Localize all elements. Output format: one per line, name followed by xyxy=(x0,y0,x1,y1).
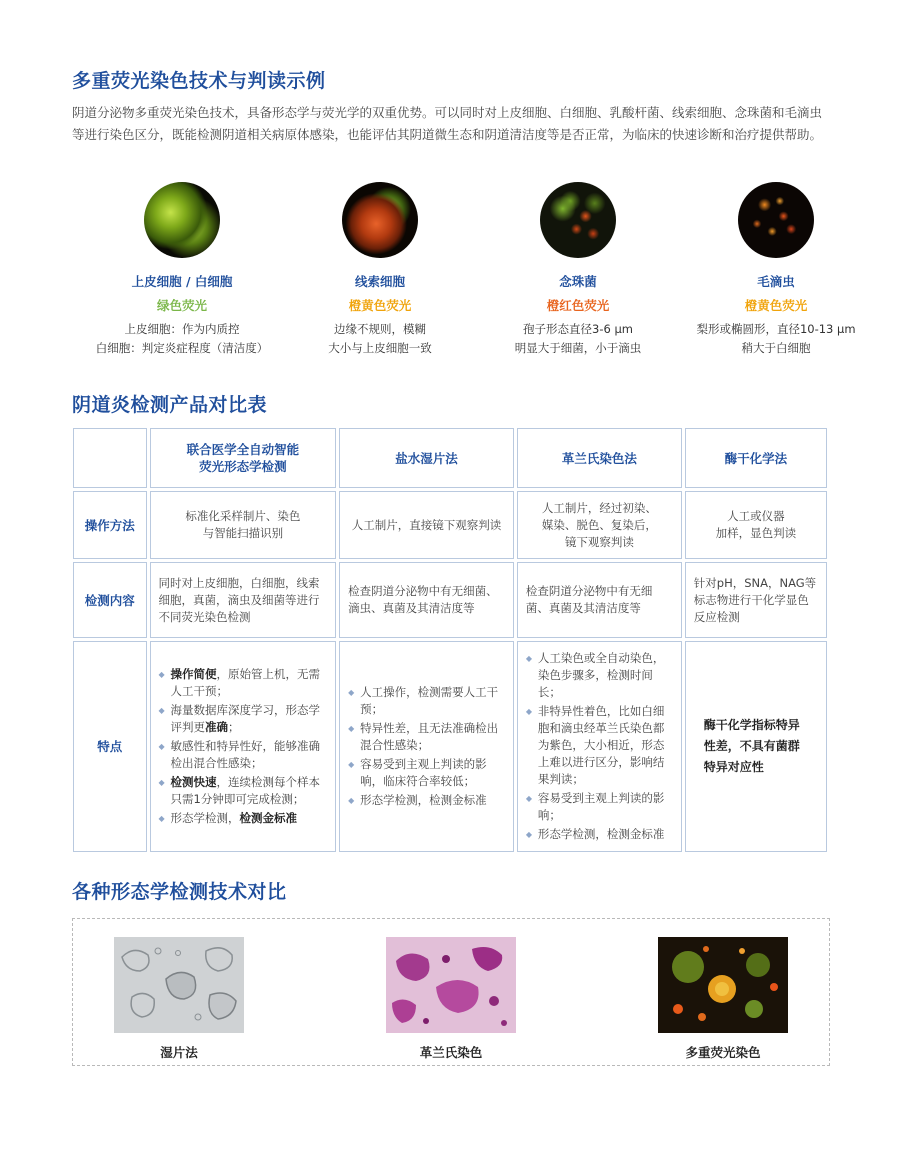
table-cell xyxy=(517,641,682,852)
section3-title: 各种形态学检测技术对比 xyxy=(72,881,287,903)
fluorescence-color: 橙红色荧光 xyxy=(546,298,610,313)
desc-line: 稍大于白细胞 xyxy=(741,341,811,355)
candida-micrograph xyxy=(540,182,616,258)
cell-description xyxy=(686,320,866,358)
cell-name: 上皮细胞 / 白细胞 xyxy=(131,274,233,289)
fluorescence-color: 绿色荧光 xyxy=(156,298,207,313)
list-item: ◆ 非特异性着色，比如白细胞和滴虫经革兰氏染色都为紫色，大小相近，形态上难以进行区分，影响结果判读； xyxy=(526,703,673,788)
feature-list xyxy=(159,666,328,827)
desc-line: 边缘不规则，模糊 xyxy=(334,322,426,336)
list-item: ◆ 人工染色或全自动染色，染色步骤多，检测时间长； xyxy=(526,650,673,701)
caption-fluorescence: 多重荧光染色 xyxy=(685,1045,761,1060)
fluorescence-micrograph xyxy=(658,937,788,1033)
desc-line: 大小与上皮细胞一致 xyxy=(328,341,432,355)
fluorescence-cell-examples xyxy=(60,182,856,362)
list-item: ◆ 形态学检测，检测金标准 xyxy=(159,810,328,827)
desc-line: 白细胞：判定炎症程度（清洁度） xyxy=(95,341,269,355)
cell-name: 线索细胞 xyxy=(354,274,405,289)
list-item: ◆ 形态学检测，检测金标准 xyxy=(526,826,673,843)
feature-list xyxy=(526,650,673,843)
cell-example-candida xyxy=(488,182,668,358)
fluorescence-image xyxy=(658,937,788,1033)
cell-description xyxy=(290,320,470,358)
clue-cell-micrograph xyxy=(342,182,418,258)
caption-gram-stain: 革兰氏染色 xyxy=(419,1045,483,1060)
list-item: ◆ 操作简便，原始管上机，无需人工干预； xyxy=(159,666,328,700)
table-row xyxy=(73,562,827,638)
cell-description xyxy=(488,320,668,358)
list-item: ◆ 形态学检测，检测金标准 xyxy=(348,792,505,809)
gram-stain-micrograph xyxy=(386,937,516,1033)
cell-name: 毛滴虫 xyxy=(757,274,795,289)
gram-stain-image xyxy=(386,937,516,1033)
list-item: ◆ 人工操作，检测需要人工干预； xyxy=(348,684,505,718)
intro-paragraph: 阴道分泌物多重荧光染色技术，具备形态学与荧光学的双重优势。可以同时对上皮细胞、白细胞、乳酸杆菌、线索细胞、念珠菌和毛滴虫等进行染色区分，既能检测阴道相关病原体感染，也能评估其阴道微生态和阴道清洁度等是否正常，为临床的快速诊断和治疗提供帮助。 xyxy=(72,105,823,142)
caption-wet-mount: 湿片法 xyxy=(160,1045,198,1060)
wet-mount-micrograph xyxy=(114,937,244,1033)
cell-example-trichomonas xyxy=(686,182,866,358)
morphology-comparison-box xyxy=(72,918,830,1066)
header-saline: 盐水湿片法 xyxy=(339,428,514,488)
fluorescence-color: 橙黄色荧光 xyxy=(348,298,412,313)
header-enzyme: 酶干化学法 xyxy=(685,428,827,488)
comparison-table xyxy=(70,425,830,855)
header-gram: 革兰氏染色法 xyxy=(517,428,682,488)
table-row xyxy=(73,491,827,559)
epithelial-micrograph xyxy=(144,182,220,258)
cell-name: 念珠菌 xyxy=(559,274,597,289)
table-header-row xyxy=(73,428,827,488)
desc-line: 明显大于细菌，小于滴虫 xyxy=(514,341,642,355)
fluorescence-color: 橙黄色荧光 xyxy=(744,298,808,313)
cell-description xyxy=(92,320,272,358)
table-row xyxy=(73,641,827,852)
list-item: ◆ 容易受到主观上判读的影响，临床符合率较低； xyxy=(348,756,505,790)
table-cell: 同时对上皮细胞，白细胞，线索细胞，真菌，滴虫及细菌等进行不同荧光染色检测 xyxy=(150,562,337,638)
feature-list xyxy=(348,684,505,809)
list-item: ◆ 海量数据库深度学习，形态学评判更准确； xyxy=(159,702,328,736)
table-cell: 检查阴道分泌物中有无细菌、滴虫、真菌及其清洁度等 xyxy=(339,562,514,638)
desc-line: 孢子形态直径3-6 μm xyxy=(523,322,633,336)
cell-example-epithelial xyxy=(92,182,272,358)
section1-title: 多重荧光染色技术与判读示例 xyxy=(72,70,326,92)
list-item: ◆ 容易受到主观上判读的影响； xyxy=(526,790,673,824)
cell-example-clue xyxy=(290,182,470,358)
list-item: ◆ 敏感性和特异性好，能够准确检出混合性感染； xyxy=(159,738,328,772)
table-cell: 检查阴道分泌物中有无细菌、真菌及其清洁度等 xyxy=(517,562,682,638)
section2-title: 阴道炎检测产品对比表 xyxy=(72,394,268,416)
desc-line: 梨形或椭圆形，直径10-13 μm xyxy=(696,322,856,336)
table-cell xyxy=(339,641,514,852)
table-cell: 人工制片，直接镜下观察判读 xyxy=(339,491,514,559)
table-cell: 人工或仪器 加样，显色判读 xyxy=(685,491,827,559)
table-corner-cell xyxy=(73,428,147,488)
table-cell xyxy=(150,641,337,852)
table-cell: 酶干化学指标特异性差，不具有菌群特异对应性 xyxy=(685,641,827,852)
wet-mount-image xyxy=(114,937,244,1033)
list-item: ◆ 检测快速，连续检测每个样本只需1分钟即可完成检测； xyxy=(159,774,328,808)
trichomonas-micrograph xyxy=(738,182,814,258)
desc-line: 上皮细胞：作为内质控 xyxy=(124,322,240,336)
list-item: ◆ 特异性差，且无法准确检出混合性感染； xyxy=(348,720,505,754)
table-cell: 针对pH，SNA，NAG等标志物进行干化学显色反应检测 xyxy=(685,562,827,638)
table-cell: 标准化采样制片、染色 与智能扫描识别 xyxy=(150,491,337,559)
row-label-operation: 操作方法 xyxy=(73,491,147,559)
table-cell: 人工制片，经过初染、 媒染、脱色、复染后， 镜下观察判读 xyxy=(517,491,682,559)
header-fluorescence: 联合医学全自动智能 荧光形态学检测 xyxy=(150,428,337,488)
row-label-content: 检测内容 xyxy=(73,562,147,638)
row-label-features: 特点 xyxy=(73,641,147,852)
